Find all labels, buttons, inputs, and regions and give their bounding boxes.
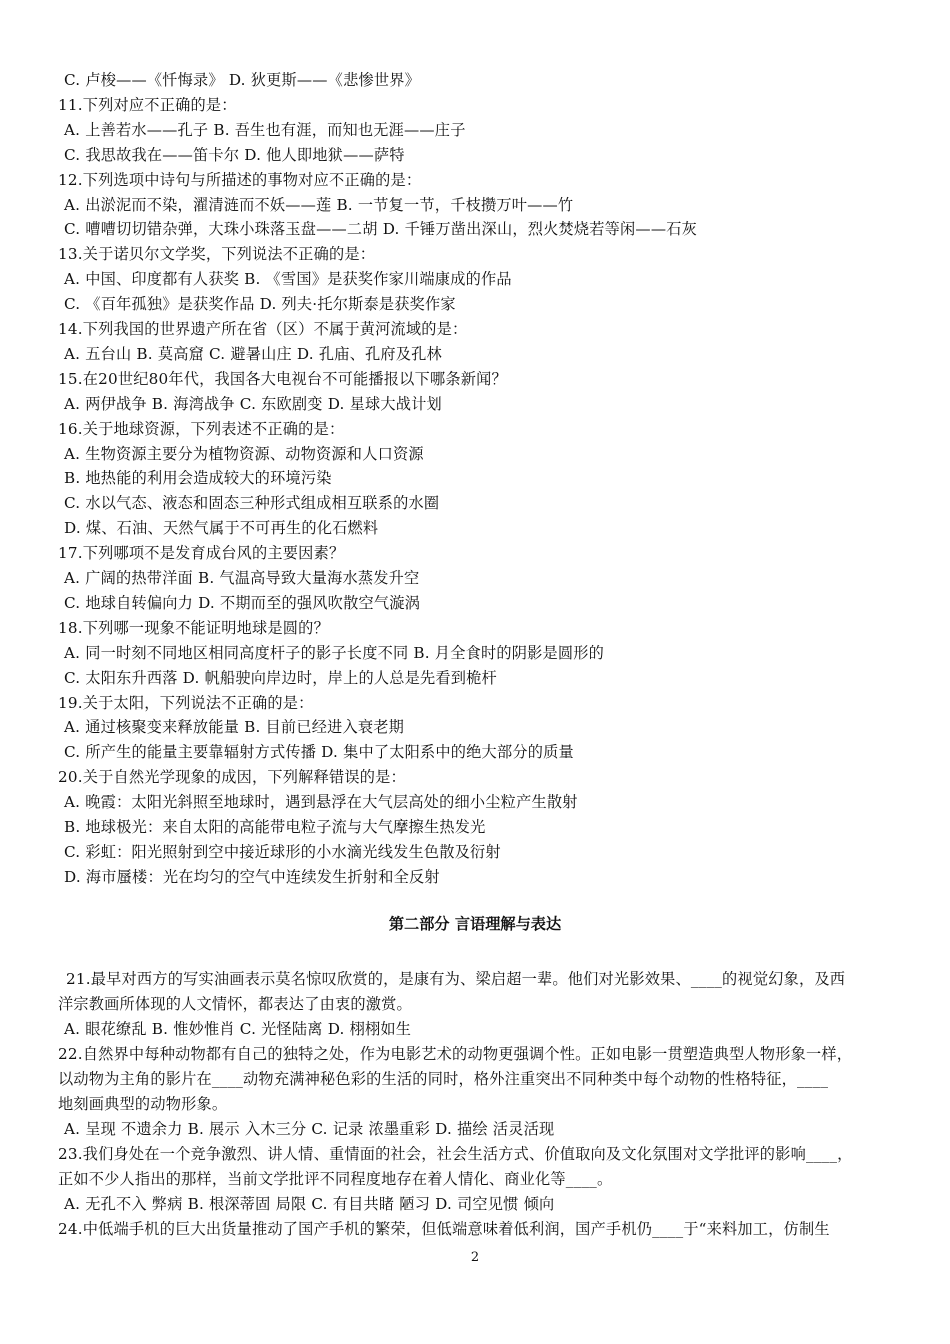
answer-option-line: D. 海市蜃楼：光在均匀的空气中连续发生折射和全反射 [64, 867, 440, 886]
answer-option-line: A. 无孔不入 弊病 B. 根深蒂固 局限 C. 有目共睹 陋习 D. 司空见惯 倾向 [64, 1195, 555, 1213]
question-line: 15.在20世纪80年代，我国各大电视台不可能播报以下哪条新闻？ [58, 369, 507, 388]
question-line: 以动物为主角的影片在____动物充满神秘色彩的生活的同时，格外注重突出不同种类中每个动物的性格特征，____ [58, 1070, 829, 1088]
answer-option-line: C. 彩虹：阳光照射到空中接近球形的小水滴光线发生色散及衍射 [64, 842, 501, 861]
answer-option-line: C. 嘈嘈切切错杂弹，大珠小珠落玉盘——二胡 D. 千锤万凿出深山，烈火焚烧若等闲——石灰 [64, 220, 697, 239]
answer-option-line: C. 水以气态、液态和固态三种形式组成相互联系的水圈 [64, 494, 440, 513]
question-line: 11.下列对应不正确的是： [58, 95, 237, 114]
answer-option-line: B. 地球极光：来自太阳的高能带电粒子流与大气摩擦生热发光 [64, 818, 486, 836]
answer-option-line: C. 卢梭——《忏悔录》 D. 狄更斯——《悲惨世界》 [64, 71, 421, 89]
answer-option-line: A. 晚霞：太阳光斜照至地球时，遇到悬浮在大气层高处的细小尘粒产生散射 [64, 793, 578, 812]
question-line: 22.自然界中每种动物都有自己的独特之处，作为电影艺术的动物更强调个性。正如电影一贯塑造典型人物形象一样， [58, 1045, 853, 1063]
answer-option-line: A. 广阔的热带洋面 B. 气温高导致大量海水蒸发升空 [64, 569, 420, 587]
answer-option-line: A. 出淤泥而不染，濯清涟而不妖——莲 B. 一节复一节，千枝攒万叶——竹 [64, 195, 574, 214]
question-line: 18.下列哪一现象不能证明地球是圆的？ [58, 618, 329, 637]
question-line: 21.最早对西方的写实油画表示莫名惊叹欣赏的，是康有为、梁启超一辈。他们对光影效果、____的视觉幻象，及西 [66, 970, 846, 988]
question-line: 24.中低端手机的巨大出货量推动了国产手机的繁荣，但低端意味着低利润，国产手机仍____于“来料加工，仿制生 [58, 1220, 830, 1238]
answer-option-line: C. 《百年孤独》是获奖作品 D. 列夫·托尔斯泰是获奖作家 [64, 295, 456, 314]
section-title: 第二部分 言语理解与表达 [388, 915, 562, 933]
question-line: 23.我们身处在一个竞争激烈、讲人情、重情面的社会，社会生活方式、价值取向及文化氛围对文学批评的影响____， [58, 1145, 853, 1163]
question-line: 19.关于太阳，下列说法不正确的是： [58, 693, 314, 712]
question-line: 17.下列哪项不是发育成台风的主要因素？ [58, 544, 345, 563]
question-line: 正如不少人指出的那样，当前文学批评不同程度地存在着人情化、商业化等____。 [58, 1170, 613, 1188]
answer-option-line: A. 通过核聚变来释放能量 B. 目前已经进入衰老期 [64, 718, 405, 737]
answer-option-line: A. 五台山 B. 莫高窟 C. 避暑山庄 D. 孔庙、孔府及孔林 [64, 344, 442, 363]
answer-option-line: A. 两伊战争 B. 海湾战争 C. 东欧剧变 D. 星球大战计划 [64, 394, 442, 413]
answer-option-line: C. 所产生的能量主要靠辐射方式传播 D. 集中了太阳系中的绝大部分的质量 [64, 743, 574, 762]
question-line: 16.关于地球资源，下列表述不正确的是： [58, 419, 345, 438]
answer-option-line: C. 太阳东升西落 D. 帆船驶向岸边时，岸上的人总是先看到桅杆 [64, 668, 497, 687]
answer-option-line: A. 呈现 不遗余力 B. 展示 入木三分 C. 记录 浓墨重彩 D. 描绘 活灵活现 [64, 1120, 555, 1138]
answer-option-line: A. 同一时刻不同地区相同高度杆子的影子长度不同 B. 月全食时的阴影是圆形的 [64, 643, 605, 662]
question-line: 洋宗教画所体现的人文情怀，都表达了由衷的激赏。 [58, 995, 412, 1013]
question-line: 14.下列我国的世界遗产所在省（区）不属于黄河流域的是： [58, 320, 468, 338]
question-line: 地刻画典型的动物形象。 [58, 1095, 228, 1113]
question-line: 20.关于自然光学现象的成因，下列解释错误的是： [58, 768, 406, 787]
answer-option-line: A. 上善若水——孔子 B. 吾生也有涯，而知也无涯——庄子 [64, 120, 466, 139]
answer-option-line: A. 生物资源主要分为植物资源、动物资源和人口资源 [64, 444, 424, 463]
answer-option-line: D. 煤、石油、天然气属于不可再生的化石燃料 [64, 519, 379, 538]
answer-option-line: B. 地热能的利用会造成较大的环境污染 [64, 469, 332, 488]
answer-option-line: C. 地球自转偏向力 D. 不期而至的强风吹散空气漩涡 [64, 593, 421, 612]
answer-option-line: C. 我思故我在——笛卡尔 D. 他人即地狱——萨特 [64, 145, 405, 164]
answer-option-line: A. 眼花缭乱 B. 惟妙惟肖 C. 光怪陆离 D. 栩栩如生 [64, 1020, 412, 1038]
question-line: 13.关于诺贝尔文学奖，下列说法不正确的是： [58, 245, 376, 264]
question-line: 12.下列选项中诗句与所描述的事物对应不正确的是： [58, 170, 422, 189]
answer-option-line: A. 中国、印度都有人获奖 B. 《雪国》是获奖作家川端康成的作品 [64, 270, 512, 289]
page-number: 2 [470, 1250, 480, 1265]
